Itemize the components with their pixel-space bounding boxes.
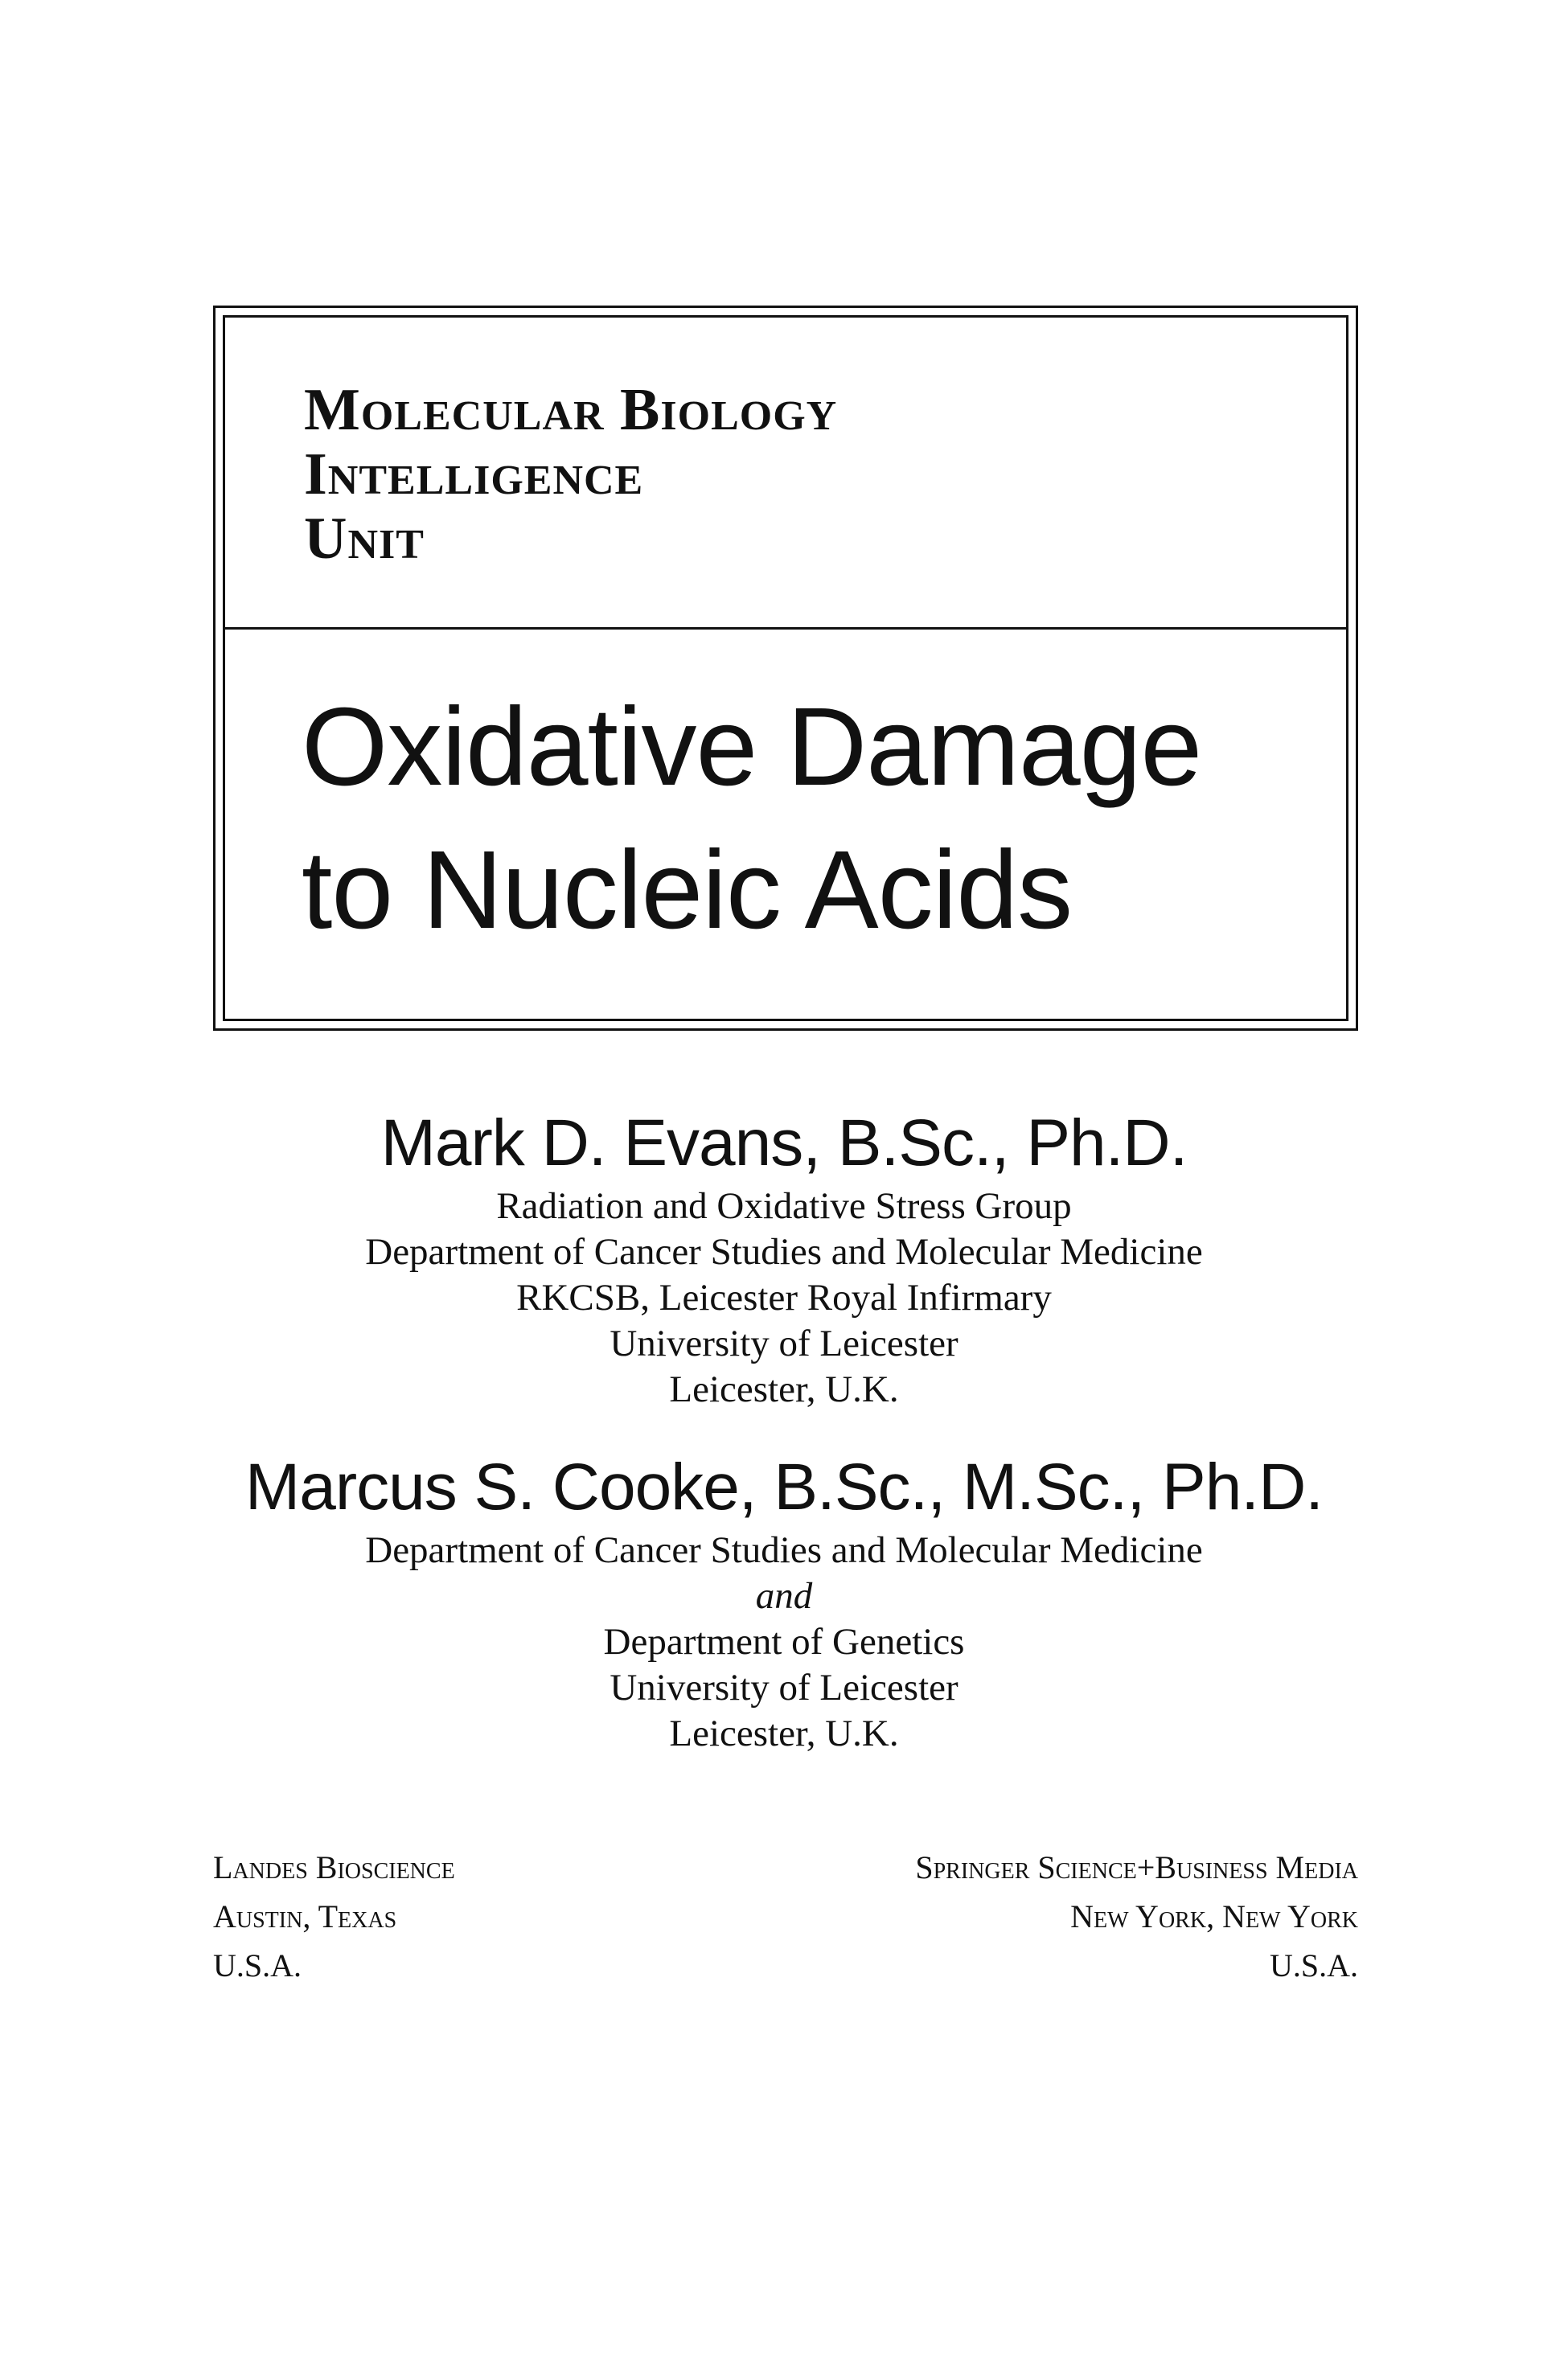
publisher-name: Springer Science+Business Media — [915, 1849, 1358, 1885]
affiliation-line: Department of Cancer Studies and Molecular Medicine — [365, 1231, 1203, 1273]
author-name: Marcus S. Cooke, B.Sc., M.Sc., Ph.D. — [244, 1450, 1324, 1524]
series-line: Intelligence — [304, 441, 644, 507]
publisher-country: U.S.A. — [1269, 1947, 1358, 1984]
affiliation-line: Leicester, U.K. — [669, 1713, 899, 1754]
author-block-2 — [0, 1447, 1568, 1757]
publisher-name: Landes Bioscience — [213, 1849, 455, 1885]
affiliation-line: University of Leicester — [610, 1667, 958, 1709]
affiliation-line: Department of Genetics — [603, 1621, 965, 1663]
author-block-1 — [0, 1103, 1568, 1413]
affiliation-line: University of Leicester — [610, 1323, 958, 1364]
publisher-right — [915, 1843, 1358, 1990]
title-line: Oxidative Damage — [302, 685, 1202, 809]
title-box-divider — [223, 627, 1348, 630]
author-name: Mark D. Evans, B.Sc., Ph.D. — [380, 1106, 1188, 1180]
series-line: Unit — [304, 506, 425, 572]
title-line: to Nucleic Acids — [302, 828, 1073, 952]
affiliation-line: Department of Cancer Studies and Molecular Medicine — [365, 1529, 1203, 1571]
affiliation-conjunction: and — [755, 1575, 813, 1617]
series-title — [304, 378, 837, 571]
affiliation-line: RKCSB, Leicester Royal Infirmary — [516, 1277, 1052, 1319]
book-title — [302, 675, 1201, 962]
publisher-location: New York, New York — [1070, 1898, 1358, 1934]
publisher-location: Austin, Texas — [213, 1898, 397, 1934]
affiliation-line: Radiation and Oxidative Stress Group — [496, 1185, 1072, 1227]
series-line: Molecular Biology — [304, 377, 838, 443]
publisher-left — [213, 1843, 455, 1990]
affiliation-line: Leicester, U.K. — [669, 1368, 899, 1410]
publisher-country: U.S.A. — [213, 1947, 302, 1984]
